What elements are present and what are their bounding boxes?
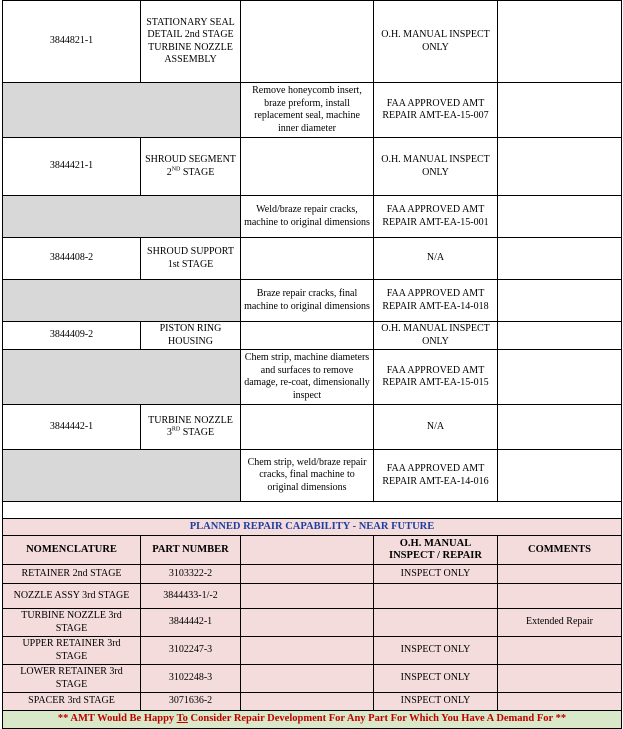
repair-row (3, 350, 622, 405)
table-row (3, 637, 622, 665)
repair-reference: FAA APPROVED AMT REPAIR AMT-EA-15-015 (374, 350, 498, 405)
part-number: 3844408-2 (3, 238, 141, 280)
part-name-text: STAGE (180, 427, 215, 438)
part-row (3, 138, 622, 196)
part-number: 3844442-1 (3, 405, 141, 450)
comment-cell (498, 280, 622, 322)
footer-row (3, 711, 622, 729)
repair-row (3, 450, 622, 502)
table-row (3, 693, 622, 711)
section-title-row (3, 519, 622, 536)
part-number: 3103322-2 (141, 565, 241, 584)
inspect-status: O.H. MANUAL INSPECT ONLY (374, 322, 498, 350)
table-row (3, 609, 622, 637)
inspect-status: N/A (374, 405, 498, 450)
comment-cell (498, 238, 622, 280)
nomenclature: SPACER 3rd STAGE (3, 693, 141, 711)
table-row (3, 584, 622, 609)
part-name-text: STAGE (180, 166, 215, 178)
nomenclature: LOWER RETAINER 3rd STAGE (3, 665, 141, 693)
inspect-status: O.H. MANUAL INSPECT ONLY (374, 138, 498, 196)
empty-cell (241, 322, 374, 350)
comment-cell (498, 83, 622, 138)
comment (498, 584, 622, 609)
part-row (3, 238, 622, 280)
repair-capability-table (2, 0, 622, 729)
part-number: 3102248-3 (141, 665, 241, 693)
part-name (141, 138, 241, 196)
header-comments: COMMENTS (498, 536, 622, 565)
part-row (3, 1, 622, 83)
comment (498, 693, 622, 711)
repair-description: Braze repair cracks, final machine to original dimensions (241, 280, 374, 322)
footer-underlined-word: To (176, 713, 188, 725)
empty-cell (241, 609, 374, 637)
part-number: 3844409-2 (3, 322, 141, 350)
header-empty (241, 536, 374, 565)
footer-text: ** AMT Would Be Happy (57, 713, 177, 725)
table-row (3, 665, 622, 693)
empty-cell (241, 584, 374, 609)
comment-cell (498, 405, 622, 450)
manual-status (374, 609, 498, 637)
footer-text: Consider Repair Development For Any Part For Which You Have A Demand For ** (187, 713, 567, 725)
column-header-row (3, 536, 622, 565)
ordinal-suffix: RD (171, 426, 181, 433)
repair-row (3, 83, 622, 138)
blank-row (3, 502, 622, 519)
footer-note (3, 711, 622, 729)
comment-cell (498, 138, 622, 196)
section-title: PLANNED REPAIR CAPABILITY - NEAR FUTURE (3, 519, 622, 536)
comment-cell (498, 1, 622, 83)
header-part-number: PART NUMBER (141, 536, 241, 565)
part-number: 3102247-3 (141, 637, 241, 665)
part-number: 3844433-1/-2 (141, 584, 241, 609)
repair-description: Remove honeycomb insert, braze preform, install replacement seal, machine inner diameter (241, 83, 374, 138)
empty-cell (241, 665, 374, 693)
empty-cell (241, 637, 374, 665)
comment (498, 637, 622, 665)
header-nomenclature: NOMENCLATURE (3, 536, 141, 565)
part-number: 3844442-1 (141, 609, 241, 637)
inspect-status: N/A (374, 238, 498, 280)
comment: Extended Repair (498, 609, 622, 637)
manual-status: INSPECT ONLY (374, 565, 498, 584)
part-name-text: SHROUD SEGMENT 2 (145, 154, 236, 178)
comment (498, 665, 622, 693)
repair-row (3, 280, 622, 322)
blank-cell (3, 502, 622, 519)
repair-reference: FAA APPROVED AMT REPAIR AMT-EA-15-001 (374, 196, 498, 238)
part-row (3, 405, 622, 450)
comment-cell (498, 322, 622, 350)
part-name: SHROUD SUPPORT 1st STAGE (141, 238, 241, 280)
gray-spacer (3, 196, 241, 238)
part-row (3, 322, 622, 350)
empty-cell (241, 405, 374, 450)
inspect-status: O.H. MANUAL INSPECT ONLY (374, 1, 498, 83)
nomenclature: UPPER RETAINER 3rd STAGE (3, 637, 141, 665)
repair-description: Chem strip, machine diameters and surfaces to remove damage, re-coat, dimensionally inspect (241, 350, 374, 405)
manual-status: INSPECT ONLY (374, 637, 498, 665)
manual-status (374, 584, 498, 609)
empty-cell (241, 138, 374, 196)
gray-spacer (3, 450, 241, 502)
ordinal-suffix: ND (171, 166, 181, 173)
comment-cell (498, 450, 622, 502)
repair-description: Chem strip, weld/braze repair cracks, final machine to original dimensions (241, 450, 374, 502)
part-name-text: TURBINE NOZZLE 3 (148, 414, 233, 438)
part-name: PISTON RING HOUSING (141, 322, 241, 350)
part-number: 3844821-1 (3, 1, 141, 83)
repair-reference: FAA APPROVED AMT REPAIR AMT-EA-15-007 (374, 83, 498, 138)
header-manual: O.H. MANUAL INSPECT / REPAIR (374, 536, 498, 565)
manual-status: INSPECT ONLY (374, 665, 498, 693)
empty-cell (241, 238, 374, 280)
repair-reference: FAA APPROVED AMT REPAIR AMT-EA-14-016 (374, 450, 498, 502)
comment-cell (498, 196, 622, 238)
empty-cell (241, 693, 374, 711)
gray-spacer (3, 83, 241, 138)
empty-cell (241, 1, 374, 83)
nomenclature: TURBINE NOZZLE 3rd STAGE (3, 609, 141, 637)
nomenclature: RETAINER 2nd STAGE (3, 565, 141, 584)
repair-row (3, 196, 622, 238)
table-row (3, 565, 622, 584)
repair-description: Weld/braze repair cracks, machine to original dimensions (241, 196, 374, 238)
manual-status: INSPECT ONLY (374, 693, 498, 711)
part-number: 3844421-1 (3, 138, 141, 196)
gray-spacer (3, 280, 241, 322)
repair-reference: FAA APPROVED AMT REPAIR AMT-EA-14-018 (374, 280, 498, 322)
part-name: STATIONARY SEAL DETAIL 2nd STAGE TURBINE NOZZLE ASSEMBLY (141, 1, 241, 83)
comment-cell (498, 350, 622, 405)
part-name (141, 405, 241, 450)
nomenclature: NOZZLE ASSY 3rd STAGE (3, 584, 141, 609)
empty-cell (241, 565, 374, 584)
gray-spacer (3, 350, 241, 405)
part-number: 3071636-2 (141, 693, 241, 711)
comment (498, 565, 622, 584)
